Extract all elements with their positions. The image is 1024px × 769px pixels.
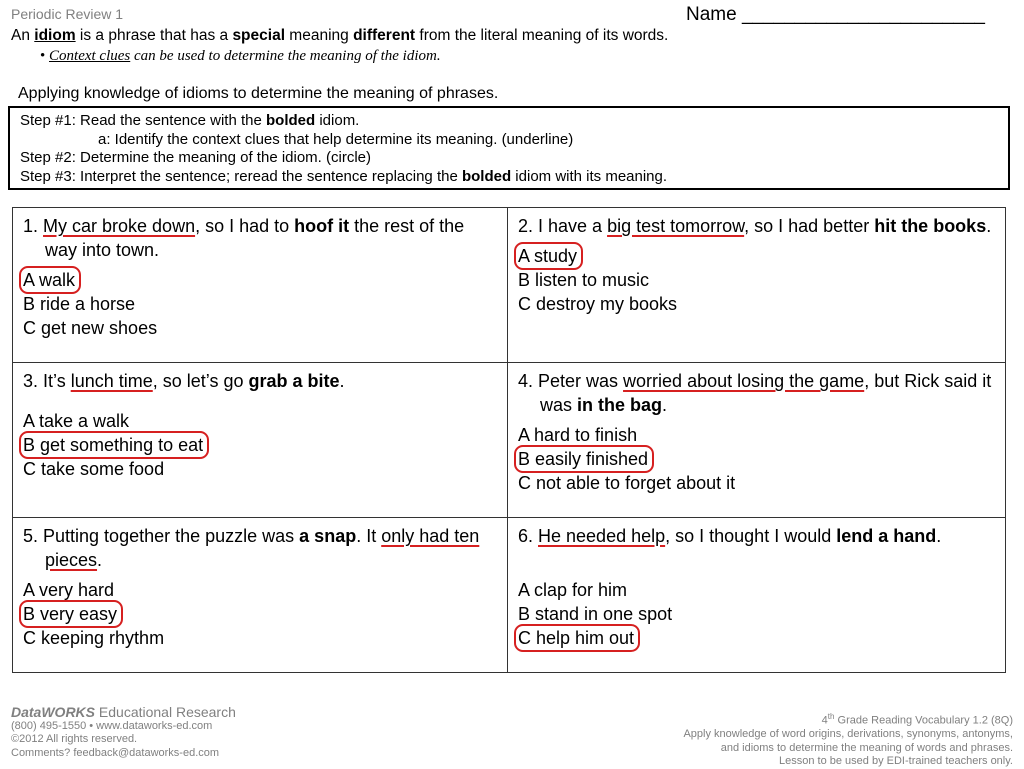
answer-circle: B get something to eat [21, 433, 207, 457]
step-text: Step #3: Interpret the sentence; reread the sentence replacing the [20, 167, 462, 185]
bullet-dot: • [40, 48, 50, 64]
question-5-option-b[interactable] [23, 602, 497, 626]
q-text: . It [356, 526, 382, 546]
context-clue-underline: only had ten pieces [45, 526, 480, 570]
brand-rest: Educational Research [95, 704, 236, 720]
idiom-bold: hit the books [874, 216, 987, 236]
q-text: 6. [518, 526, 539, 546]
question-6 [508, 518, 1005, 672]
answer-circle: B easily finished [516, 447, 652, 471]
lesson-objective: Applying knowledge of idioms to determine the meaning of phrases. [18, 85, 499, 102]
usage-note: Lesson to be used by EDI-trained teachers only. [779, 755, 1013, 768]
question-1-sentence [23, 214, 497, 262]
step-bold: bolded [266, 112, 316, 129]
q-text: , so I had better [744, 216, 875, 236]
question-3-option-a[interactable]: A take a walk [23, 411, 130, 431]
idiom-bold: grab a bite [248, 371, 340, 391]
idiom-definition [11, 27, 668, 45]
context-clue-underline: He needed help [538, 526, 666, 546]
answer-circle: A study [516, 244, 581, 268]
def-idiom-word: idiom [34, 27, 76, 44]
answer-circle: B very easy [21, 602, 121, 626]
question-2-option-b[interactable]: B listen to music [518, 270, 650, 290]
def-text: is a phrase that has a [75, 27, 233, 44]
question-2-option-c[interactable]: C destroy my books [518, 294, 678, 314]
q-text: . [662, 395, 668, 415]
footer-standard [683, 710, 1013, 769]
question-1-option-b[interactable]: B ride a horse [23, 294, 136, 314]
q-text: 5. Putting together the puzzle was [23, 526, 300, 546]
question-5-option-a[interactable]: A very hard [23, 580, 115, 600]
step-1a: a: Identify the context clues that help determine its meaning. (underline) [98, 130, 574, 148]
def-text: from the literal meaning of its words. [415, 27, 669, 44]
grade-line [683, 710, 1013, 728]
context-clue-underline: worried about losing the game [623, 371, 865, 391]
brand-bold: DataWORKS [11, 704, 96, 720]
idiom-bold: a snap [299, 526, 357, 546]
question-1 [13, 208, 508, 363]
step-3 [20, 168, 1008, 187]
feedback-contact: Comments? feedback@dataworks-ed.com [11, 746, 220, 759]
question-4-option-a[interactable]: A hard to finish [518, 425, 638, 445]
q-text: . [986, 216, 992, 236]
question-2-sentence [518, 214, 995, 238]
question-3-sentence [23, 369, 497, 393]
context-clue-underline: My car broke down [43, 216, 196, 236]
grade-num: 4 [821, 714, 828, 727]
context-clue-underline: lunch time [70, 371, 153, 391]
q-text: . [339, 371, 345, 391]
question-1-option-a[interactable] [23, 268, 497, 292]
q-text: 4. Peter was [518, 371, 624, 391]
def-special-word: special [232, 27, 285, 44]
q-text: , so I had to [195, 216, 295, 236]
step-text: idiom. [315, 112, 360, 129]
question-1-option-c[interactable]: C get new shoes [23, 318, 158, 338]
step-text: idiom with its meaning. [511, 167, 668, 185]
step-1 [20, 112, 1008, 131]
def-text: meaning [285, 27, 354, 44]
def-text: An [11, 27, 35, 44]
bullet-text: can be used to determine the meaning of the idiom. [130, 48, 441, 64]
steps-box [8, 106, 1010, 190]
question-5-sentence [23, 524, 497, 572]
def-different-word: different [353, 27, 416, 44]
question-3-option-c[interactable]: C take some food [23, 459, 165, 479]
series-title: Periodic Review 1 [11, 6, 124, 22]
question-6-sentence [518, 524, 995, 548]
question-2 [508, 208, 1005, 363]
idiom-bold: in the bag [577, 395, 663, 415]
step-text: Step #1: Read the sentence with the [20, 112, 266, 129]
question-4 [508, 363, 1005, 518]
context-clue-bullet [40, 48, 441, 65]
context-clues-term: Context clues [49, 48, 131, 64]
question-4-sentence [518, 369, 995, 417]
question-6-option-a[interactable]: A clap for him [518, 580, 628, 600]
step-2: Step #2: Determine the meaning of the idiom. (circle) [20, 149, 371, 166]
standard-line-2: and idioms to determine the meaning of words and phrases. [720, 741, 1013, 754]
answer-circle: A walk [21, 268, 79, 292]
grade-sup: th [827, 712, 835, 721]
question-6-option-b[interactable]: B stand in one spot [518, 604, 673, 624]
question-grid [12, 207, 1006, 673]
question-5-option-c[interactable]: C keeping rhythm [23, 628, 165, 648]
question-3-option-b[interactable] [23, 433, 497, 457]
answer-circle: C help him out [516, 626, 638, 650]
publisher-brand [11, 706, 236, 720]
question-4-option-b[interactable] [518, 447, 995, 471]
question-2-option-a[interactable] [518, 244, 995, 268]
publisher-phone: (800) 495-1550 • www.dataworks-ed.com [11, 719, 213, 732]
question-3 [13, 363, 508, 518]
standard-line-1: Apply knowledge of word origins, derivations, synonyms, antonyms, [683, 728, 1013, 741]
q-text: , so I thought I would [665, 526, 837, 546]
q-text: the rest of the way into town. [45, 216, 465, 260]
q-text: . [936, 526, 942, 546]
q-text: , so let’s go [152, 371, 249, 391]
context-clue-underline: big test tomorrow [607, 216, 745, 236]
footer-publisher [11, 706, 236, 760]
question-4-option-c[interactable]: C not able to forget about it [518, 473, 736, 493]
idiom-bold: lend a hand [836, 526, 937, 546]
idiom-bold: hoof it [294, 216, 350, 236]
question-6-option-c[interactable] [518, 626, 995, 650]
name-line: Name _______________________ [686, 4, 985, 25]
copyright: ©2012 All rights reserved. [11, 733, 138, 745]
grade-rest: Grade Reading Vocabulary 1.2 (8Q) [834, 714, 1013, 727]
q-text: . [97, 550, 103, 570]
q-text: 2. I have a [518, 216, 608, 236]
q-text: 3. It’s [23, 371, 71, 391]
step-bold: bolded [461, 167, 512, 185]
q-text: , but Rick said it was [540, 371, 992, 415]
question-5 [13, 518, 508, 672]
q-text: 1. [23, 216, 44, 236]
